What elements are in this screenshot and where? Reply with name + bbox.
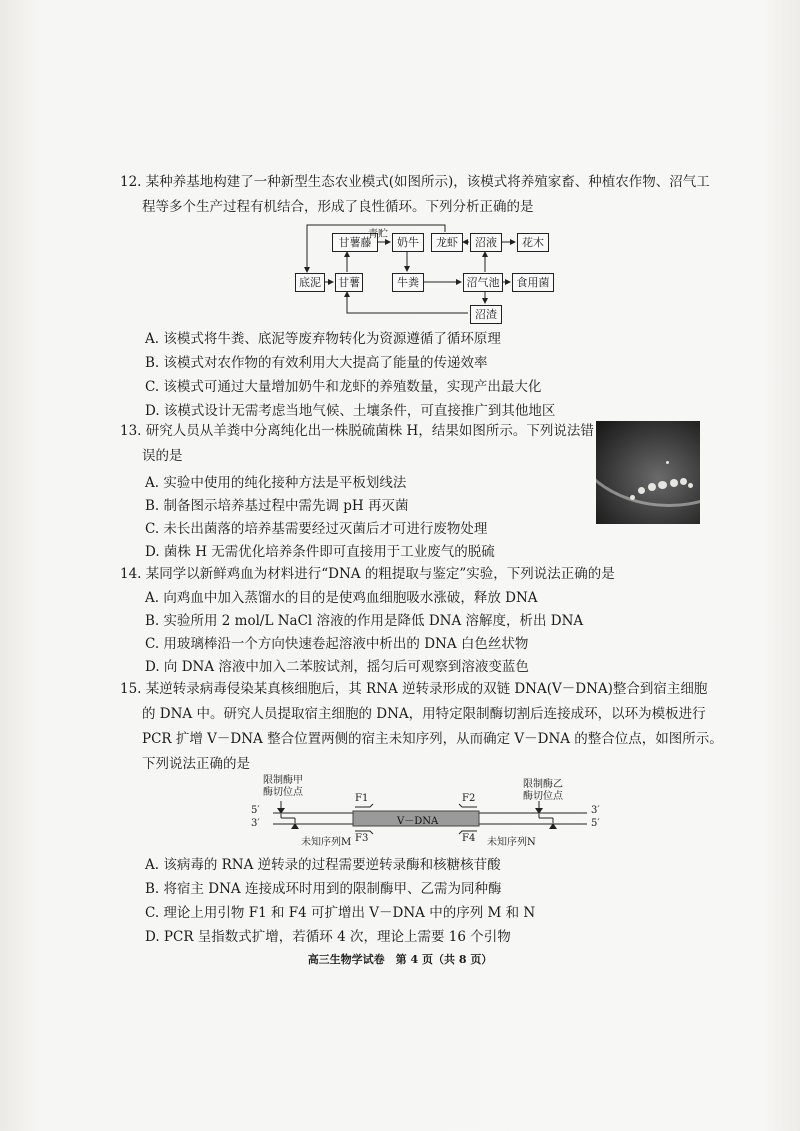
- primer-f2-label: F2: [462, 793, 476, 804]
- question-13-text-2: 误的是: [142, 448, 183, 464]
- q13-option-c: C. 未长出菌落的培养基需要经过灭菌后才可进行废物处理: [145, 521, 488, 537]
- colony: [670, 479, 678, 487]
- node-huamu: 花木: [517, 233, 549, 252]
- question-15-text-1: 15. 某逆转录病毒侵染某真核细胞后，其 RNA 逆转录形成的双链 DNA(V－DNA)整合到宿主细胞: [120, 681, 708, 697]
- edge-label-qingzhu: 青贮: [368, 229, 388, 240]
- node-niufen: 牛粪: [392, 273, 424, 292]
- v-dna-label: V－DNA: [397, 816, 439, 827]
- strand-top-left-end: 5′: [251, 805, 260, 816]
- question-12-text-2: 程等多个生产过程有机结合，形成了良性循环。下列分析正确的是: [142, 199, 534, 215]
- q14-option-c: C. 用玻璃棒沿一个方向快速卷起溶液中析出的 DNA 白色丝状物: [145, 636, 529, 652]
- primer-f1-label: F1: [355, 793, 369, 804]
- node-dini: 底泥: [295, 273, 325, 292]
- q13-option-d: D. 菌株 H 无需优化培养条件即可直接用于工业废气的脱硫: [145, 544, 495, 560]
- q12-option-d: D. 该模式设计无需考虑当地气候、土壤条件，可直接推广到其他地区: [145, 403, 556, 419]
- question-13: [120, 419, 600, 469]
- question-15-text-3: PCR 扩增 V－DNA 整合位置两侧的宿主未知序列，从而确定 V－DNA 的整合位点，如图所示。: [142, 731, 723, 747]
- node-niuniu: 奶牛: [392, 233, 424, 252]
- enzyme-b-label-2: 酶切位点: [523, 791, 563, 802]
- enzyme-b-label-1: 限制酶乙: [523, 779, 563, 790]
- q14-option-d: D. 向 DNA 溶液中加入二苯胺试剂，摇匀后可观察到溶液变蓝色: [145, 659, 529, 675]
- question-15-text-4: 下列说法正确的是: [142, 756, 250, 772]
- strand-bottom-left-end: 3′: [251, 818, 260, 829]
- q15-option-d: D. PCR 呈指数式扩增，若循环 4 次，理论上需要 16 个引物: [145, 929, 511, 945]
- node-zhaoye: 沼液: [470, 233, 502, 252]
- colony: [630, 495, 635, 500]
- unknown-sequence-m-label: 未知序列M: [301, 837, 352, 848]
- q13-option-a: A. 实验中使用的纯化接种方法是平板划线法: [145, 475, 407, 491]
- question-14-text-1: 14. 某同学以新鲜鸡血为材料进行“DNA 的粗提取与鉴定”实验，下列说法正确的是: [120, 566, 615, 582]
- q12-option-a: A. 该模式将牛粪、底泥等废弃物转化为资源遵循了循环原理: [145, 331, 501, 347]
- q12-option-b: B. 该模式对农作物的有效利用大大提高了能量的传递效率: [145, 355, 488, 371]
- colony: [688, 483, 693, 488]
- node-zhaoqichi: 沼气池: [463, 273, 503, 292]
- enzyme-a-label-1: 限制酶甲: [263, 775, 303, 786]
- ecological-farming-diagram: [295, 228, 555, 328]
- q12-option-c: C. 该模式可通过大量增加奶牛和龙虾的养殖数量，实现产出最大化: [145, 379, 542, 395]
- primer-f4-label: F4: [462, 833, 476, 844]
- q15-option-c: C. 理论上用引物 F1 和 F4 可扩增出 V－DNA 中的序列 M 和 N: [145, 905, 536, 921]
- page-footer: 高三生物学试卷 第 4 页（共 8 页）: [307, 953, 493, 966]
- colony: [638, 487, 645, 494]
- question-15-text-2: 的 DNA 中。研究人员提取宿主细胞的 DNA，用特定限制酶切割后连接成环，以环为模板进行: [142, 706, 706, 722]
- petri-dish-rim: [596, 421, 700, 507]
- colony: [666, 461, 669, 464]
- q15-option-a: A. 该病毒的 RNA 逆转录的过程需要逆转录酶和核糖核苷酸: [145, 857, 501, 873]
- node-zhaozha: 沼渣: [470, 305, 502, 324]
- primer-f3-label: F3: [355, 833, 369, 844]
- v-dna-integration-diagram: [251, 773, 605, 853]
- colony: [658, 481, 667, 489]
- enzyme-a-label-2: 酶切位点: [263, 787, 303, 798]
- q14-option-a: A. 向鸡血中加入蒸馏水的目的是使鸡血细胞吸水涨破，释放 DNA: [145, 590, 538, 606]
- bacteria-colony-photo: [596, 421, 700, 524]
- question-12-text-1: 12. 某种养基地构建了一种新型生态农业模式(如图所示)，该模式将养殖家畜、种植农作物、沼气工: [120, 174, 710, 190]
- q15-option-b: B. 将宿主 DNA 连接成环时用到的限制酶甲、乙需为同种酶: [145, 881, 502, 897]
- node-longxia: 龙虾: [431, 233, 463, 252]
- colony: [648, 483, 656, 491]
- unknown-sequence-n-label: 未知序列N: [487, 837, 536, 848]
- question-14: [120, 562, 720, 587]
- node-ganshuteng: 甘薯藤: [332, 233, 378, 252]
- question-13-text-1: 13. 研究人员从羊粪中分离纯化出一株脱硫菌株 H，结果如图所示。下列说法错: [120, 423, 594, 439]
- node-shiyongjun: 食用菌: [512, 273, 554, 292]
- colony: [680, 478, 687, 485]
- strand-bottom-right-end: 5′: [591, 818, 600, 829]
- q13-option-b: B. 制备图示培养基过程中需先调 pH 再灭菌: [145, 498, 409, 514]
- question-15: [120, 677, 723, 777]
- strand-top-right-end: 3′: [591, 805, 600, 816]
- question-12: [120, 170, 720, 220]
- q14-option-b: B. 实验所用 2 mol/L NaCl 溶液的作用是降低 DNA 溶解度，析出 DNA: [145, 613, 584, 629]
- node-ganshu: 甘薯: [335, 273, 363, 292]
